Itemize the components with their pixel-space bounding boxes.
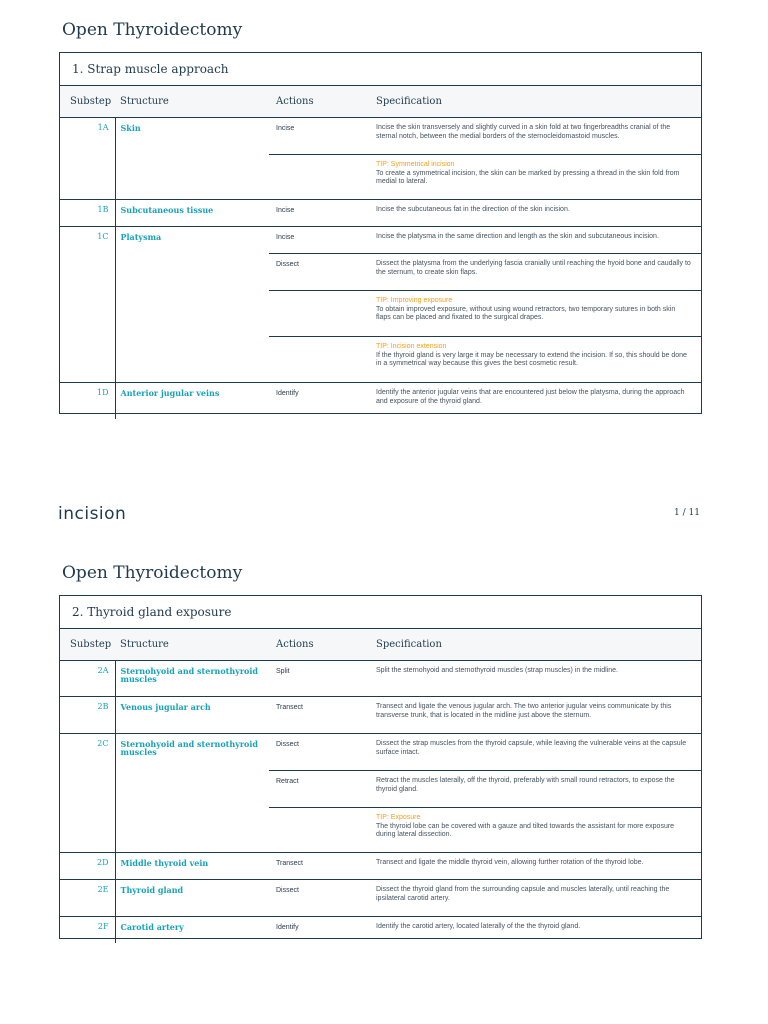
specification-text: Dissect the platysma from the underlying fascia cranially until reaching the hyoid bone and caudally to the sternum, to create skin flaps. [369, 254, 701, 291]
tip-title: TIP: Symmetrical incision [376, 161, 455, 168]
action-label: Dissect [269, 734, 369, 771]
tip-text: The thyroid lobe can be covered with a gauze and tilted towards the assistant for more exposure during lateral dissection. [376, 822, 675, 838]
substep-id: 2D [60, 853, 115, 880]
table-header-row [60, 86, 701, 118]
incision-logo [58, 503, 130, 523]
structure-name: Subcutaneous tissue [115, 200, 269, 227]
page-title: Open Thyroidectomy [62, 20, 243, 40]
table-row [60, 227, 701, 254]
specification-text: Incise the skin transversely and slightly curved in a skin fold at two fingerbreadths cranial of the sternal notch, between the medial borders of the sternocleidomastoid muscles. [376, 124, 671, 140]
table-row [60, 200, 701, 227]
tip-text: To obtain improved exposure, without using wound retractors, two temporary sutures in both skin flaps can be placed and fixated to the surgical drapes. [376, 305, 676, 321]
action-label: Retract [269, 771, 369, 808]
substep-id: 1A [97, 123, 109, 132]
page-number: 1 / 11 [674, 508, 700, 518]
specification-text: Split the sternohyoid and sternothyroid muscles (strap muscles) in the midline. [376, 667, 618, 674]
substep-id: 2A [97, 666, 109, 675]
tip-block [369, 808, 701, 853]
header-substep: Substep [60, 629, 115, 661]
tip-block [369, 291, 701, 337]
logo-text: incision [58, 504, 127, 523]
structure-name: Platysma [115, 227, 269, 383]
section-thyroid-gland-exposure [59, 595, 702, 939]
tip-block [369, 155, 701, 200]
table-row [60, 917, 701, 943]
substep-id: 2C [60, 734, 115, 853]
tip-block [369, 337, 701, 383]
page-title: Open Thyroidectomy [62, 563, 243, 583]
table-row [60, 383, 701, 419]
substep-id: 1B [60, 200, 115, 227]
tip-text: If the thyroid gland is very large it may be necessary to extend the incision. If so, this should be done in a symmetrical way because this gives the best cosmetic result. [376, 351, 687, 367]
action-label: Incise [276, 125, 295, 132]
structure-name: Thyroid gland [115, 880, 269, 917]
substep-id: 1C [60, 227, 115, 383]
structure-name: Anterior jugular veins [115, 383, 269, 419]
action-label: Incise [269, 200, 369, 227]
structure-name: Middle thyroid vein [115, 853, 269, 880]
action-label: Incise [269, 227, 369, 254]
header-actions: Actions [269, 629, 369, 661]
substep-id: 1D [60, 383, 115, 419]
structure-name: Sternohyoid and sternothyroid muscles [115, 734, 269, 853]
structure-name: Skin [115, 118, 269, 200]
section-strap-muscle-approach [59, 52, 702, 414]
header-substep: Substep [60, 86, 115, 118]
steps-table [60, 629, 701, 943]
action-label: Transect [269, 853, 369, 880]
section-title: 1. Strap muscle approach [60, 53, 701, 86]
substep-id: 2E [60, 880, 115, 917]
table-row [60, 880, 701, 917]
action-label: Identify [269, 383, 369, 419]
table-row [60, 853, 701, 880]
tip-text: To create a symmetrical incision, the skin can be marked by pressing a thread in the skin fold from medial to lateral. [376, 169, 680, 185]
specification-text: Identify the anterior jugular veins that are encountered just below the platysma, during the approach and exposure of the thyroid gland. [369, 383, 701, 419]
specification-text: Transect and ligate the venous jugular arch. The two anterior jugular veins communicate by this transverse trunk, that is located in the midline just above the sternum. [369, 697, 701, 734]
action-label: Dissect [269, 880, 369, 917]
table-row [60, 734, 701, 771]
table-row [60, 697, 701, 734]
header-actions: Actions [269, 86, 369, 118]
header-structure: Structure [115, 86, 269, 118]
section-title: 2. Thyroid gland exposure [60, 596, 701, 629]
substep-id: 2F [60, 917, 115, 943]
tip-title: TIP: Exposure [376, 814, 421, 821]
specification-text: Transect and ligate the middle thyroid vein, allowing further rotation of the thyroid lobe. [369, 853, 701, 880]
specification-text: Dissect the strap muscles from the thyroid capsule, while leaving the vulnerable veins at the capsule surface intact. [369, 734, 701, 771]
tip-title: TIP: Improving exposure [376, 297, 453, 304]
structure-name: Venous jugular arch [115, 697, 269, 734]
header-specification: Specification [369, 86, 701, 118]
header-structure: Structure [115, 629, 269, 661]
specification-text: Incise the platysma in the same direction and length as the skin and subcutaneous incision. [369, 227, 701, 254]
table-row [60, 661, 701, 697]
action-label: Split [276, 668, 290, 675]
action-label: Identify [269, 917, 369, 943]
specification-text: Incise the subcutaneous fat in the direction of the skin incision. [369, 200, 701, 227]
action-label: Dissect [269, 254, 369, 291]
specification-text: Retract the muscles laterally, off the thyroid, preferably with small round retractors, to expose the thyroid gland. [369, 771, 701, 808]
specification-text: Dissect the thyroid gland from the surrounding capsule and muscles laterally, until reaching the ipsilateral carotid artery. [369, 880, 701, 917]
substep-id: 2B [60, 697, 115, 734]
structure-name: Carotid artery [115, 917, 269, 943]
action-label: Transect [269, 697, 369, 734]
tip-title: TIP: Incision extension [376, 343, 447, 350]
table-header-row [60, 629, 701, 661]
structure-name: Sternohyoid and sternothyroid muscles [115, 661, 269, 697]
steps-table [60, 86, 701, 419]
header-specification: Specification [369, 629, 701, 661]
table-row [60, 118, 701, 155]
specification-text: Identify the carotid artery, located laterally of the the thyroid gland. [369, 917, 701, 943]
